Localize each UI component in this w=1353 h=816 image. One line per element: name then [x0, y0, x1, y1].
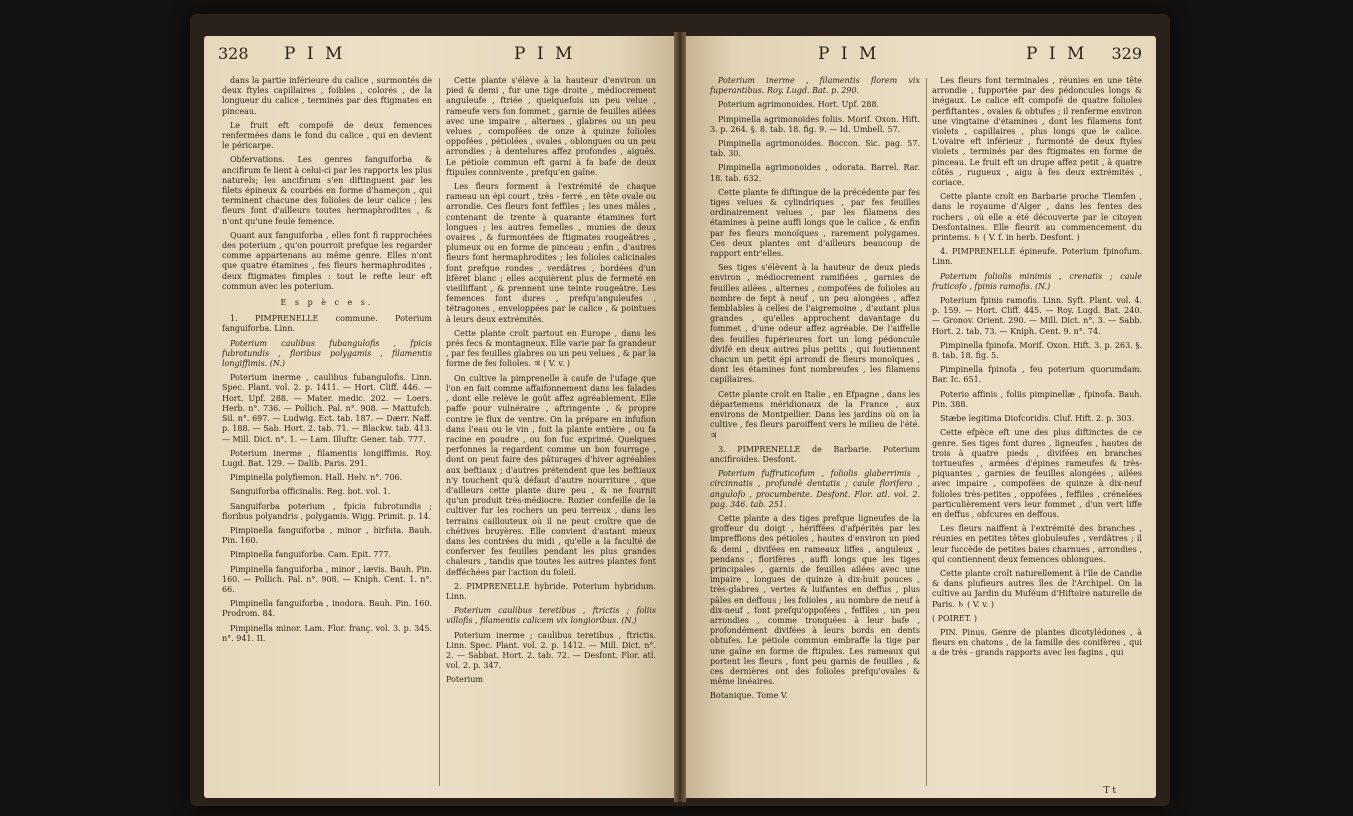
left-column-2 — [446, 76, 656, 790]
right-page — [686, 36, 1156, 798]
paragraph: Pimpinella agrimonoides. Boccon. Sic. pag. 57. tab. 30. — [710, 139, 920, 159]
running-head-right — [700, 44, 1142, 70]
paragraph: Sanguiforba poterium , fpicis fubrotundis ; floribus polyandris , polygamis. Wigg. Primit. p. 14. — [222, 501, 432, 521]
paragraph: 1. PIMPRENELLE commune. Poterium fanguiforba. Linn. — [222, 314, 432, 334]
left-column-1 — [222, 76, 432, 790]
signature-mark: T t — [1103, 786, 1116, 796]
paragraph: Poterio affinis , foliis pimpinellæ , fpinofa. Bauh. Pin. 388. — [932, 389, 1142, 409]
paragraph: Les fleurs forment à l'extrémité de chaque rameau un épi court , très - ferré , en tête ovale ou arrondie. Ces fleurs font feffiles ; les unes mâles , contenant de trente à quarante étamines fort longues ; les autres femelles , munies de deux ovaires , & furmontées de ftigmates rougeâtres , plumeux ou en forme de pinceau ; enfin , d'autres fleurs font hermaphrodites ; les folioles calicinales font prefque rondes , verdâtres , bordées d'un lifèret blanc ; elles acquièrent plus de fermeté en vieilliffant , & prennent une teinte rougeâtre. Les femences font dures , prefqu'anguleufes , tétragones , enveloppées par le calice , & pointues à leurs deux extrémités. — [446, 182, 656, 324]
running-title-right-col2: P I M — [1026, 44, 1088, 64]
paragraph: dans la partie inférieure du calice , surmontés de deux ftyles capillaires , foibles , colorés , de la longueur du calice , terminés par des ftigmates en pinceau. — [222, 76, 432, 116]
paragraph: Poterium inerme , filamentis florem vix fuperantibus. Roy. Lugd. Bat. p. 290. — [710, 76, 920, 96]
running-title-left-col2: P I M — [514, 44, 576, 64]
paragraph: Les fleurs font terminales , réunies en une tête arrondie , fupportée par des pédoncules longs & inégaux. Le calice eft compofé de quatre folioles perfiftantes , ovales & obtufes ; il renferme environ une vingtaine d'étamines , dont les filamens font violets , capillaires , plus longs que le calice. L'ovaire eft inférieur , furmonté de deux ftyles violets , terminés par des ftigmates en forme de pinceau. Le fruit eft un drupe affez petit , à quatre côtés , rugueux , aigu à fes deux extrémités , coriace. — [932, 76, 1142, 188]
paragraph: Poterium caulibus fubangulofis , fpicis fubrotundis , floribus polygamis , filamentis longiffimis. (N.) — [222, 338, 432, 369]
column-rule-left — [439, 78, 440, 786]
paragraph: E s p è c e s. — [280, 298, 374, 308]
right-column-2 — [932, 76, 1142, 790]
paragraph: Pimpinella agrimonoides foliis. Morif. Oxon. Hift. 3. p. 264. §. 8. tab. 18. fig. 9. — Id. Umbell. 57. — [710, 114, 920, 134]
page-number-right: 329 — [1111, 44, 1142, 63]
running-head-left — [218, 44, 660, 70]
paragraph: Ses tiges s'élèvent à la hauteur de deux pieds environ , médiocrement ramifiées , garnies de feuilles ailées , alternes , compofées de folioles au nombre de fept à neuf , un peu alongées , affez femblables à celles de l'aigremoine , d'autant plus grandes , qu'elles approchent davantage du fommet , d'une odeur affez agréable. De l'aiffelle des feuilles fupérieures fort un long pédoncule divifé en deux autres plus petits , qui foutiennent chacun un petit épi arrondi de fleurs monoïques , dont les étamines font nombreufes , les filamens capillaires. — [710, 263, 920, 385]
paragraph: Pimpinella fanguiforba , minor , lævis. Bauh. Pin. 160. — Pollich. Pal. n°. 908. — Kniph. Cent. 1. n°. 66. — [222, 564, 432, 594]
paragraph: Obfervations. Les genres fanguiforba & ancifirum fe lient à celui-ci par les rapports les plus naturels; les ancifirum s'en diftinguent par les filets épineux & courbés en forme d'hameçon , qui terminent chacune des folioles de leur calice ; les fleurs font d'ailleurs toutes hermaphrodites , & n'ont qu'une feule femence. — [222, 155, 432, 226]
paragraph: Cette plante a des tiges prefque ligneufes de la groffeur du doigt , hériffées d'afpérités par les impreffions des pétioles , hautes d'environ un pied & demi , divifées en rameaux liffes , anguleux , pendans , florifères , auffi longs que les tiges principales , garnis de feuilles ailées avec une impaire , longues de quinze à dix-huit pouces , très-glabres , vertes & luifantes en deffus , plus pâles en deffous ; les folioles , au nombre de neuf à dix-neuf , font prefqu'oppofées , feffiles , un peu arrondies , comme tronquées à leur bafe , profondément divifées à leurs bords en dents obtufes. Le pétiole commun embraffe la tige par une gaîne en forme de ftipules. Les rameaux qui portent les fleurs , font peu garnis de feuilles , & ces dernières ont des folioles prefqu'ovales & même linéaires. — [710, 513, 920, 687]
paragraph: Poterium inerme ; caulibus teretibus , ftrictis. Linn. Spec. Plant. vol. 2. p. 1412. — Mill. Dict. n°. 2. — Sabbat. Hort. 2. tab. 72. — Desfont. Flor. atl. vol. 2. p. 347. — [446, 630, 656, 671]
left-page — [204, 36, 674, 798]
paragraph: Pimpinella fanguiforba , minor , hirfuta. Bauh. Pin. 160. — [222, 525, 432, 546]
paragraph: Poterium inerme , caulibus fubangulofis. Linn. Spec. Plant. vol. 2. p. 1411. — Hort. Cliff. 446. — Hort. Upf. 288. — Mater. medic. 202. — Loers. Herb. n°. 736. — Pollich. Pal. n°. 908. — Mattufch. Sil. n°. 697. — Ludwig. Ect. tab. 187. — Dærr. Naff. p. 188. — Sab. Hort. 2. tab. 71. — Blackw. tab. 413. — Mill. Dict. n°. 1. — Lam. Illuftr. Gener. tab. 777. — [222, 373, 432, 444]
paragraph: Poterium agrimonoides. Hort. Upf. 288. — [718, 100, 880, 110]
paragraph: Le fruit eft compofé de deux femences renfermées dans le fond du calice , qui en devient le péricarpe. — [222, 120, 432, 151]
paragraph: Poterium inerme , filamentis longiffimis. Roy. Lugd. Bat. 129. — Dalib. Paris. 291. — [222, 448, 432, 468]
paragraph: ( POIRET. ) — [932, 613, 977, 623]
paragraph: Cette plante croît en Barbarie proche Tlemfen , dans le royaume d'Alger , dans les fentes des rochers , où elle a été découverte par le citoyen Desfontaines. Elle fleurit au commencement du printems. ♄ ( V. f. in herb. Desfont. ) — [932, 192, 1142, 243]
paragraph: PIN. Pinus. Genre de plantes dicotylédones , à fleurs en chatons , de la famille des conifères , qui a de très - grands rapports avec les fagins , qui — [932, 627, 1142, 658]
paragraph: Poterium — [446, 675, 483, 685]
column-rule-right — [926, 78, 927, 786]
paragraph: Cette efpèce eft une des plus diftinctes de ce genre. Ses tiges font dures , ligneufes , hautes de trois à quatre pieds , divifées en branches tortueufes , armées d'épines rameufes & très-piquantes , garnies de feuilles alongées , ailées avec impaire , compofées de quinze à dix-neuf folioles très-petites , oppofées , feffiles , crénelées particulièrement vers leur fommet , d'un vert liffe en deffus , obfcures en deffous. — [932, 428, 1142, 519]
paragraph: Quant aux fanguiforba , elles font fi rapprochées des poterium , qu'on pourroit prefque les regarder comme appartenans au même genre. Elles n'ont que quatre étamines , fes fleurs hermaphrodites , deux ftigmates fimples : tout le refte leur eft commun avec les poterium. — [222, 230, 432, 291]
running-title-left-col1: P I M — [284, 44, 346, 64]
paragraph: Poterium fpinis ramofis. Linn. Syft. Plant. vol. 4. p. 159. — Hort. Cliff. 445. — Roy. Lugd. Bat. 240. — Gronov. Orient. 290. — Mill. Dict. n°. 3. — Sabb. Hort. 2. tab. 73. — Kniph. Cent. 9. n°. 74. — [932, 296, 1142, 336]
paragraph: 3. PIMPRENELLE de Barbarie. Poterium ancifiroides. Desfont. — [710, 444, 920, 464]
paragraph: Cette plante croît en Italie , en Efpagne , dans les départemens méridionaux de la France , aux environs de Montpellier. Dans les jardins où on la cultive , fes fleurs paroiffent vers le milieu de l'été. ♃ — [710, 389, 920, 440]
right-column-1 — [710, 76, 920, 790]
paragraph: Les fleurs naiffent à l'extrémité des branches , réunies en petites têtes globuleufes , verdâtres ; il leur fuccède de petites baies charnues , arrondies , qui contiennent deux femences oblongues. — [932, 524, 1142, 564]
book-gutter — [674, 32, 686, 802]
paragraph: Poterium fuffruticofum , foliolis glaberrimis , circinnatis , profundè dentatis ; caule florifero , angulofo , procumbente. Desfont. Flor. atl. vol. 2. pag. 346. tab. 251. — [710, 469, 920, 509]
paragraph: Pimpinella fpinofa. Morif. Oxon. Hift. 3. p. 263. §. 8. tab. 18. fig. 5. — [932, 340, 1142, 361]
paragraph: Pimpinella fanguiforba , inodora. Bauh. Pin. 160. Prodrom. 84. — [222, 599, 432, 619]
open-book — [190, 14, 1170, 806]
paragraph: Pimpinella minor. Lam. Flor. franç. vol. 3. p. 345. n°. 941. II. — [222, 623, 432, 643]
page-number-left: 328 — [218, 44, 249, 63]
paragraph: 2. PIMPRENELLE hybride. Poterium hybridum. Linn. — [446, 581, 656, 601]
paragraph: Poterium foliolis minimis , crenatis ; caule fruticofo , fpinis ramofis. (N.) — [932, 271, 1142, 291]
paragraph: Pimpinella fanguiforba. Cam. Epit. 777. — [230, 550, 392, 560]
paragraph: Cette plante s'élève à la hauteur d'environ un pied & demi , fur une tige droite , médiocrement anguleufe , ftriée , quelquefois un peu velue , rameufe vers fon fommet , garnie de feuilles ailées avec une impaire , alternes , glabres ou un peu velues , compofées de onze à quinze folioles oppofées , pétiolées , ovales , oblongues ou un peu arrondies ; à dentelures affez profondes , aiguës. Le pétiole commun eft garni à fa bafe de deux ftipules connivente , prefqu'en gaîne. — [446, 76, 656, 177]
paragraph: Stæbe legitima Diofcoridis. Cluf. Hift. 2. p. 303. — [940, 414, 1135, 424]
running-title-right-col1: P I M — [818, 44, 880, 64]
paragraph: 4. PIMPRENELLE épineufe. Poterium fpinofum. Linn. — [932, 247, 1142, 267]
paragraph: On cultive la pimprenelle à caufe de l'ufage que l'on en fait comme affaifonnement dans les falades , dont elle relève le goût affez agréablement. Elle paffe pour vulnéraire , aftringente , & propre contre le flux de ventre. On la prépare en infufion dans l'eau ou le vin , foit la plante entière , ou fa racine en poudre , ou fon fuc exprimé. Quelques perfonnes la regardent comme un bon fourrage , dont on peut faire des pâturages d'hiver agréables aux beftiaux ; d'autres prétendent que les beftiaux n'y touchent qu'à défaut d'autre nourriture , que d'ailleurs cette plante dure peu , & ne fournit qu'un produit très-médiocre. Rozier confeille de la cultiver fur les rochers un peu terreux , dans les terrains caillouteux où il ne peut croître que de chétives bruyères. Elle convient d'autant mieux dans les contrées du midi , qu'elle a la faculté de conferver fes feuilles pendant les plus grandes chaleurs , tandis que toutes les autres plantes font defféchées par l'action du foleil. — [446, 373, 656, 577]
paragraph: Poterium caulibus teretibus , ftrictis ; foliis villofis , filamentis calicem vix longioribus. (N.) — [446, 606, 656, 626]
paragraph: Pimpinella fpinofa , feu poterium quorumdam. Bar. Ic. 651. — [932, 365, 1142, 385]
paragraph: Pimpinella polyfiemon. Hall. Helv. n°. 706. — [230, 473, 403, 483]
paragraph: Botanique. Tome V. — [710, 691, 788, 701]
paragraph: Pimpinella agrimonoides , odorata. Barrel. Rar. 18. tab. 632. — [710, 163, 920, 183]
paragraph: Cette plante fe diftingue de la précédente par fes tiges velues & cylindriques , par fes feuilles ordinairement velues , par les filamens des étamines à peine auffi longs que le calice , & enfin par fes fleurs monoïques , rarement polygames. Ces deux plantes ont d'ailleurs beaucoup de rapport entr'elles. — [710, 187, 920, 259]
paragraph: Sanguiforba officinalis. Reg. bot. vol. 1. — [230, 487, 391, 497]
paragraph: Cette plante croît partout en Europe , dans les prés fecs & montagneux. Elle varie par fa grandeur , par fes feuilles glabres ou un peu velues , & par la forme de fes folioles. ♃ ( V. v. ) — [446, 328, 656, 369]
paragraph: Cette plante croît naturellement à l'île de Candie & dans plufieurs autres îles de l'Archipel. On la cultive au Jardin du Muféum d'Hiftoire naturelle de Paris. ♄ ( V. v. ) — [932, 568, 1142, 609]
